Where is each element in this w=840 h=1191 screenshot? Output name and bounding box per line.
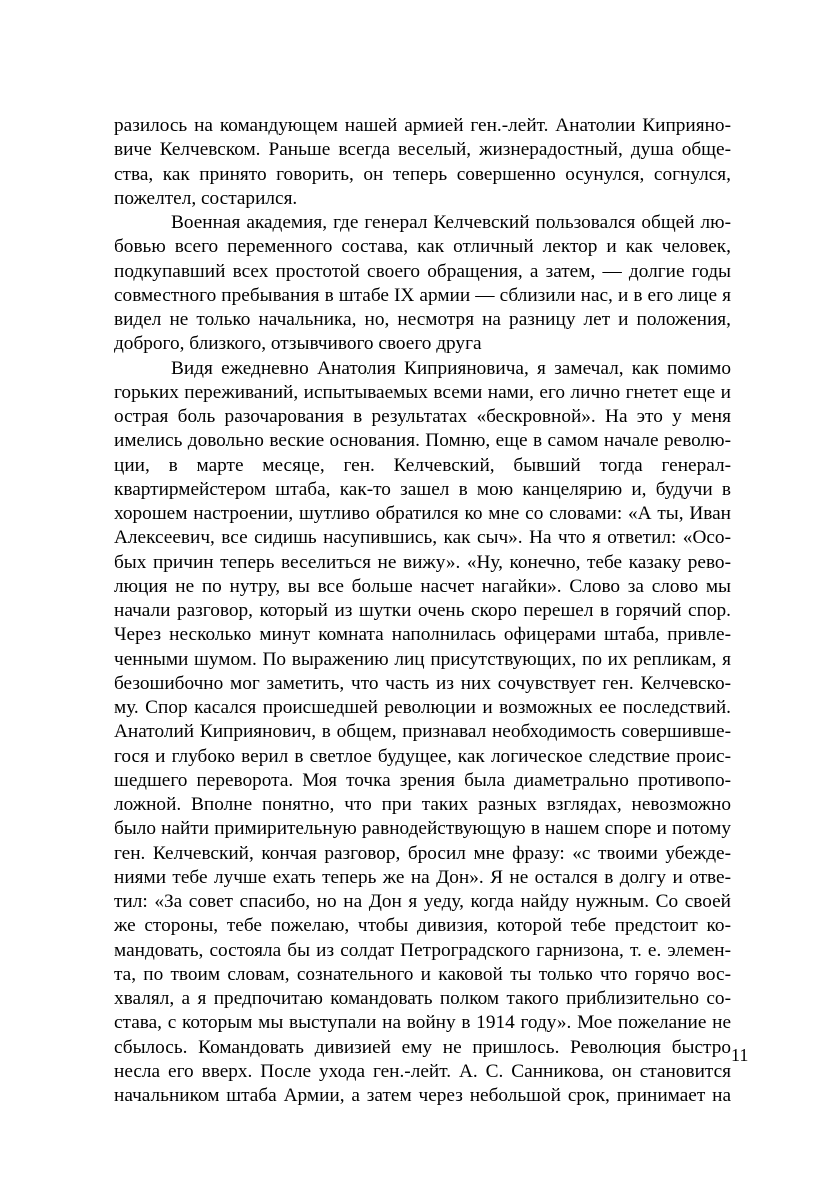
text-line: Военная академия, где генерал Келчевский пользовался общей лю- xyxy=(171,212,731,233)
text-line: начальником штаба Армии, а затем через небольшой срок, принимает на xyxy=(114,1085,731,1106)
text-line: горьких переживаний, испытываемых всеми нами, его лично гнетет еще и xyxy=(114,381,731,403)
text-line: сбылось. Командовать дивизией ему не пришлось. Революция быстро xyxy=(114,1036,731,1058)
text-line: ложной. Вполне понятно, что при таких разных взглядах, невозможно xyxy=(114,794,731,815)
text-line: видел не только начальника, но, несмотря на разницу лет и положения, xyxy=(114,309,731,330)
text-line: тил: «За совет спасибо, но на Дон я уеду, когда найду нужным. Со своей xyxy=(114,891,731,912)
text-line: хвалял, а я предпочитаю командовать полком такого приблизительно со- xyxy=(114,988,731,1009)
text-line: ченными шумом. По выражению лиц присутствующих, по их репликам, я xyxy=(114,648,731,670)
text-line: шедшего переворота. Моя точка зрения была диаметрально противопо- xyxy=(114,769,731,791)
text-line: гося и глубоко верил в светлое будущее, как логическое следствие проис- xyxy=(114,745,731,767)
text-line: му. Спор касался происшедшей революции и возможных ее последствий. xyxy=(114,697,731,718)
text-line: бовью всего переменного состава, как отличный лектор и как человек, xyxy=(114,236,731,258)
text-line: было найти примирительную равнодействующую в нашем споре и потому xyxy=(114,818,731,840)
text-line: имелись довольно веские основания. Помню, еще в самом начале револю- xyxy=(114,430,731,452)
text-line: ген. Келчевский, кончая разговор, бросил мне фразу: «с твоими убежде- xyxy=(114,842,731,864)
text-line: хорошем настроении, шутливо обратился ко мне со словами: «А ты, Иван xyxy=(114,503,731,524)
text-line: Видя ежедневно Анатолия Киприяновича, я замечал, как помимо xyxy=(171,357,731,379)
text-line: люция не по нутру, вы все больше насчет нагайки». Слово за слово мы xyxy=(114,575,731,597)
text-line: совместного пребывания в штабе IX армии — сблизили нас, и в его лице я xyxy=(114,284,731,306)
text-line: же стороны, тебе пожелаю, чтобы дивизия, которой тебе предстоит ко- xyxy=(114,915,731,937)
text-line: квартирмейстером штаба, как-то зашел в мою канцелярию и, будучи в xyxy=(114,478,731,500)
text-line: ства, как принято говорить, он теперь совершенно осунулся, согнулся, xyxy=(114,163,731,185)
text-line: доброго, близкого, отзывчивого своего друга xyxy=(114,333,482,355)
text-line: Анатолий Киприянович, в общем, признавал необходимость совершивше- xyxy=(114,721,731,743)
text-line: безошибочно мог заметить, что часть из них сочувствует ген. Келчевско- xyxy=(114,672,731,694)
body-text xyxy=(114,114,731,1108)
text-line: виче Келчевском. Раньше всегда веселый, жизнерадостный, душа обще- xyxy=(114,139,731,161)
text-line: разилось на командующем нашей армией ген.-лейт. Анатолии Киприяно- xyxy=(114,115,731,136)
text-line: острая боль разочарования в результатах «бескровной». На это у меня xyxy=(114,406,731,427)
text-line: несла его вверх. После ухода ген.-лейт. А. С. Санникова, он становится xyxy=(114,1060,731,1082)
text-line: подкупавший всех простотой своего обращения, а затем, — долгие годы xyxy=(114,260,731,282)
text-line: става, с которым мы выступали на войну в 1914 году». Мое пожелание не xyxy=(114,1012,731,1034)
text-line: ниями тебе лучше ехать теперь же на Дон». Я не остался в долгу и отве- xyxy=(114,866,731,888)
text-line: Алексеевич, все сидишь насупившись, как сыч». На что я ответил: «Осо- xyxy=(114,527,731,549)
text-line: ции, в марте месяце, ген. Келчевский, бывший тогда генерал- xyxy=(114,454,731,476)
text-line: бых причин теперь веселиться не вижу». «Ну, конечно, тебе казаку рево- xyxy=(114,551,731,573)
page-number: 11 xyxy=(731,1045,749,1065)
text-line: Через несколько минут комната наполнилась офицерами штаба, привле- xyxy=(114,624,731,646)
text-line: пожелтел, состарился. xyxy=(114,187,298,209)
text-line: начали разговор, который из шутки очень скоро перешел в горячий спор. xyxy=(114,600,731,621)
text-line: мандовать, состояла бы из солдат Петроградского гарнизона, т. е. элемен- xyxy=(114,939,731,961)
text-line: та, по твоим словам, сознательного и каковой ты только что горячо вос- xyxy=(114,963,731,985)
